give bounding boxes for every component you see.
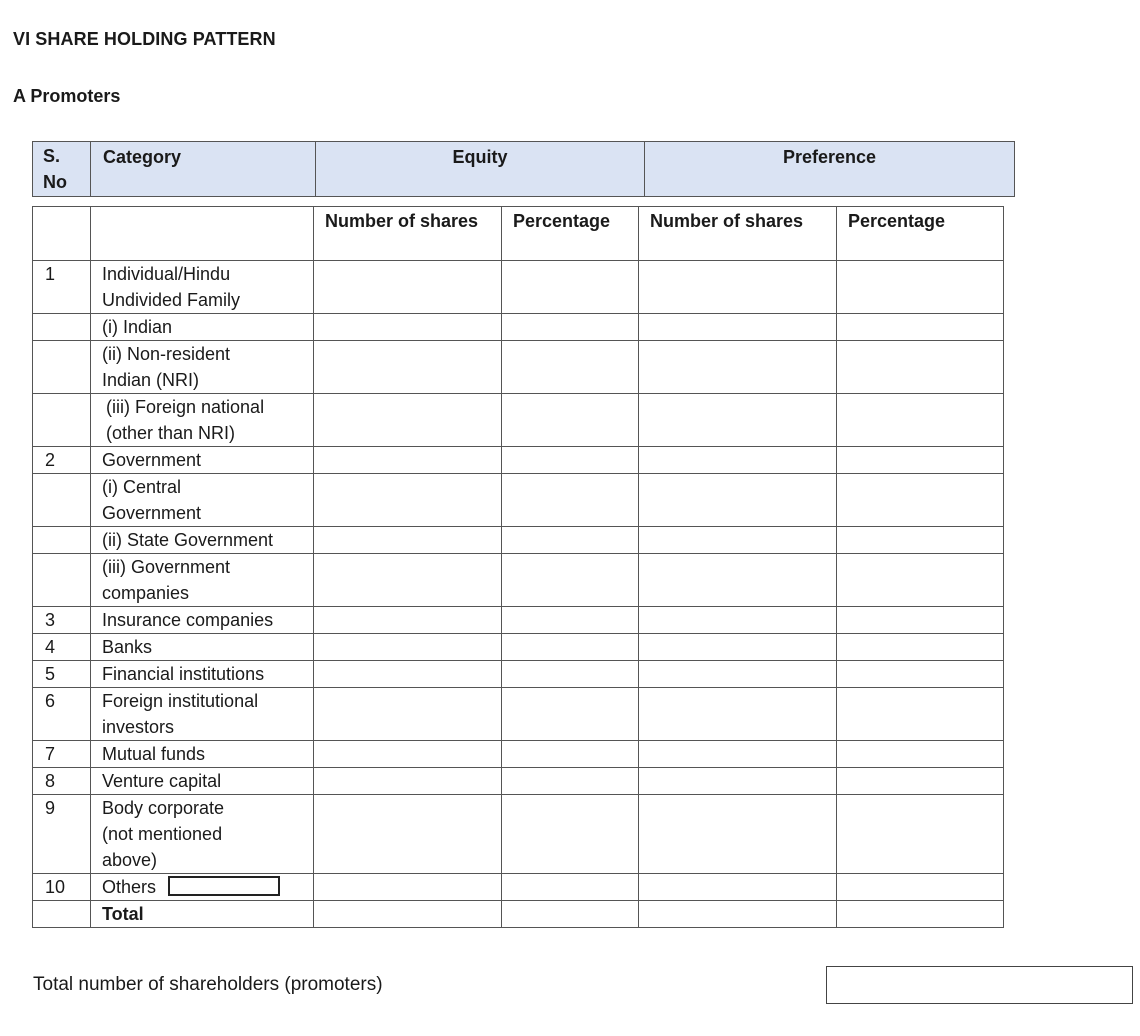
row-sno (33, 527, 91, 554)
equity-percentage-cell[interactable] (502, 447, 639, 474)
equity-number-header: Number of shares (314, 207, 502, 261)
row-sno (33, 901, 91, 928)
table-row (33, 661, 1004, 688)
row-category-label: Foreign institutional investors (102, 691, 259, 737)
row-sno (33, 394, 91, 447)
row-category-label: (i) Central Government (102, 477, 202, 523)
row-category (91, 634, 314, 661)
table-row (33, 741, 1004, 768)
pref-number-cell[interactable] (639, 474, 837, 527)
row-category (91, 768, 314, 795)
row-category-label: Venture capital (102, 771, 222, 791)
pref-number-header: Number of shares (639, 207, 837, 261)
equity-percentage-cell[interactable] (502, 554, 639, 607)
row-category (91, 554, 314, 607)
blank-cell (33, 207, 91, 261)
pref-number-cell[interactable] (639, 768, 837, 795)
pref-number-cell[interactable] (639, 901, 837, 928)
shareholding-table (32, 206, 1004, 928)
pref-percentage-cell[interactable] (837, 394, 1004, 447)
row-category-label: Mutual funds (102, 744, 206, 764)
equity-percentage-cell[interactable] (502, 634, 639, 661)
pref-number-cell[interactable] (639, 394, 837, 447)
pref-percentage-cell[interactable] (837, 795, 1004, 874)
pref-percentage-cell[interactable] (837, 741, 1004, 768)
row-category-label: Total (102, 904, 144, 924)
header-table (32, 141, 1015, 197)
pref-number-cell[interactable] (639, 554, 837, 607)
equity-number-cell[interactable] (314, 554, 502, 607)
equity-percentage-header: Percentage (502, 207, 639, 261)
pref-number-cell[interactable] (639, 741, 837, 768)
pref-percentage-header: Percentage (837, 207, 1004, 261)
row-sno: 1 (33, 261, 91, 314)
total-shareholders-input[interactable] (826, 966, 1133, 1004)
equity-number-cell[interactable] (314, 741, 502, 768)
row-category-label: Others (102, 877, 157, 897)
pref-number-cell[interactable] (639, 661, 837, 688)
table-row (33, 527, 1004, 554)
pref-percentage-cell[interactable] (837, 688, 1004, 741)
table-row (33, 394, 1004, 447)
row-sno (33, 554, 91, 607)
pref-number-cell[interactable] (639, 874, 837, 901)
pref-percentage-cell[interactable] (837, 527, 1004, 554)
row-category (91, 394, 314, 447)
equity-percentage-cell[interactable] (502, 394, 639, 447)
table-row (33, 314, 1004, 341)
equity-number-cell[interactable] (314, 661, 502, 688)
row-category (91, 688, 314, 741)
blank-cell (91, 207, 314, 261)
row-category (91, 314, 314, 341)
row-sno: 6 (33, 688, 91, 741)
equity-percentage-cell[interactable] (502, 901, 639, 928)
table-row (33, 447, 1004, 474)
pref-percentage-cell[interactable] (837, 554, 1004, 607)
table-row (33, 795, 1004, 874)
equity-number-cell[interactable] (314, 688, 502, 741)
row-sno: 10 (33, 874, 91, 901)
equity-number-cell[interactable] (314, 634, 502, 661)
row-category-label: Body corporate (not mentioned above) (102, 798, 225, 870)
table-row (33, 688, 1004, 741)
equity-number-cell[interactable] (314, 901, 502, 928)
equity-number-cell[interactable] (314, 314, 502, 341)
pref-percentage-cell[interactable] (837, 341, 1004, 394)
equity-number-cell[interactable] (314, 341, 502, 394)
pref-percentage-cell[interactable] (837, 474, 1004, 527)
equity-number-cell[interactable] (314, 874, 502, 901)
row-category-label: (ii) State Government (102, 530, 274, 550)
table-row (33, 874, 1004, 901)
subsection-title: A Promoters (13, 86, 121, 106)
equity-percentage-cell[interactable] (502, 474, 639, 527)
equity-number-cell[interactable] (314, 394, 502, 447)
total-shareholders-label: Total number of shareholders (promoters) (33, 974, 383, 995)
pref-percentage-cell[interactable] (837, 607, 1004, 634)
pref-percentage-cell[interactable] (837, 901, 1004, 928)
equity-percentage-cell[interactable] (502, 341, 639, 394)
pref-percentage-cell[interactable] (837, 661, 1004, 688)
row-category (91, 607, 314, 634)
table-row (33, 901, 1004, 928)
pref-percentage-cell[interactable] (837, 634, 1004, 661)
row-category (91, 901, 314, 928)
row-category-label: (ii) Non-resident Indian (NRI) (102, 344, 231, 390)
pref-percentage-cell[interactable] (837, 314, 1004, 341)
equity-percentage-cell[interactable] (502, 314, 639, 341)
table-row (33, 634, 1004, 661)
pref-percentage-cell[interactable] (837, 874, 1004, 901)
equity-number-cell[interactable] (314, 474, 502, 527)
equity-percentage-cell[interactable] (502, 261, 639, 314)
table-row (33, 554, 1004, 607)
table-row (33, 261, 1004, 314)
pref-number-cell[interactable] (639, 795, 837, 874)
pref-percentage-cell[interactable] (837, 447, 1004, 474)
row-category (91, 474, 314, 527)
row-sno: 2 (33, 447, 91, 474)
row-category (91, 527, 314, 554)
row-category-label: Individual/Hindu Undivided Family (102, 264, 241, 310)
pref-number-cell[interactable] (639, 341, 837, 394)
equity-percentage-cell[interactable] (502, 688, 639, 741)
row-category-label: (i) Indian (102, 317, 173, 337)
row-category (91, 741, 314, 768)
row-sno: 7 (33, 741, 91, 768)
pref-percentage-cell[interactable] (837, 261, 1004, 314)
equity-number-cell[interactable] (314, 261, 502, 314)
table-row (33, 768, 1004, 795)
pref-number-cell[interactable] (639, 261, 837, 314)
header-sno: S. No (33, 142, 91, 197)
equity-percentage-cell[interactable] (502, 768, 639, 795)
row-category-label: (iii) Government companies (102, 557, 231, 603)
table-row (33, 341, 1004, 394)
equity-percentage-cell[interactable] (502, 661, 639, 688)
others-specify-input[interactable] (168, 876, 280, 896)
equity-percentage-cell[interactable] (502, 741, 639, 768)
row-category (91, 447, 314, 474)
equity-percentage-cell[interactable] (502, 527, 639, 554)
equity-percentage-cell[interactable] (502, 874, 639, 901)
row-category-label: Insurance companies (102, 610, 274, 630)
row-sno: 9 (33, 795, 91, 874)
row-category (91, 795, 314, 874)
equity-percentage-cell[interactable] (502, 795, 639, 874)
row-category (91, 341, 314, 394)
pref-number-cell[interactable] (639, 688, 837, 741)
sub-header-row (33, 207, 1004, 261)
row-sno: 4 (33, 634, 91, 661)
row-sno: 3 (33, 607, 91, 634)
header-category: Category (91, 142, 316, 197)
equity-percentage-cell[interactable] (502, 607, 639, 634)
row-category (91, 261, 314, 314)
row-sno: 5 (33, 661, 91, 688)
header-equity: Equity (316, 142, 645, 197)
pref-number-cell[interactable] (639, 447, 837, 474)
equity-number-cell[interactable] (314, 768, 502, 795)
row-category-label: Banks (102, 637, 153, 657)
header-preference: Preference (645, 142, 1015, 197)
row-sno (33, 314, 91, 341)
equity-number-cell[interactable] (314, 607, 502, 634)
pref-number-cell[interactable] (639, 314, 837, 341)
table-row (33, 607, 1004, 634)
pref-number-cell[interactable] (639, 527, 837, 554)
equity-number-cell[interactable] (314, 795, 502, 874)
row-sno (33, 341, 91, 394)
row-category-label: Government (102, 450, 202, 470)
pref-number-cell[interactable] (639, 607, 837, 634)
row-category-label: (iii) Foreign national (other than NRI) (106, 397, 265, 443)
row-sno: 8 (33, 768, 91, 795)
row-category (91, 661, 314, 688)
row-sno (33, 474, 91, 527)
row-category (91, 874, 314, 901)
section-title: VI SHARE HOLDING PATTERN (13, 29, 276, 49)
equity-number-cell[interactable] (314, 527, 502, 554)
table-row (33, 474, 1004, 527)
pref-percentage-cell[interactable] (837, 768, 1004, 795)
row-category-label: Financial institutions (102, 664, 265, 684)
equity-number-cell[interactable] (314, 447, 502, 474)
pref-number-cell[interactable] (639, 634, 837, 661)
